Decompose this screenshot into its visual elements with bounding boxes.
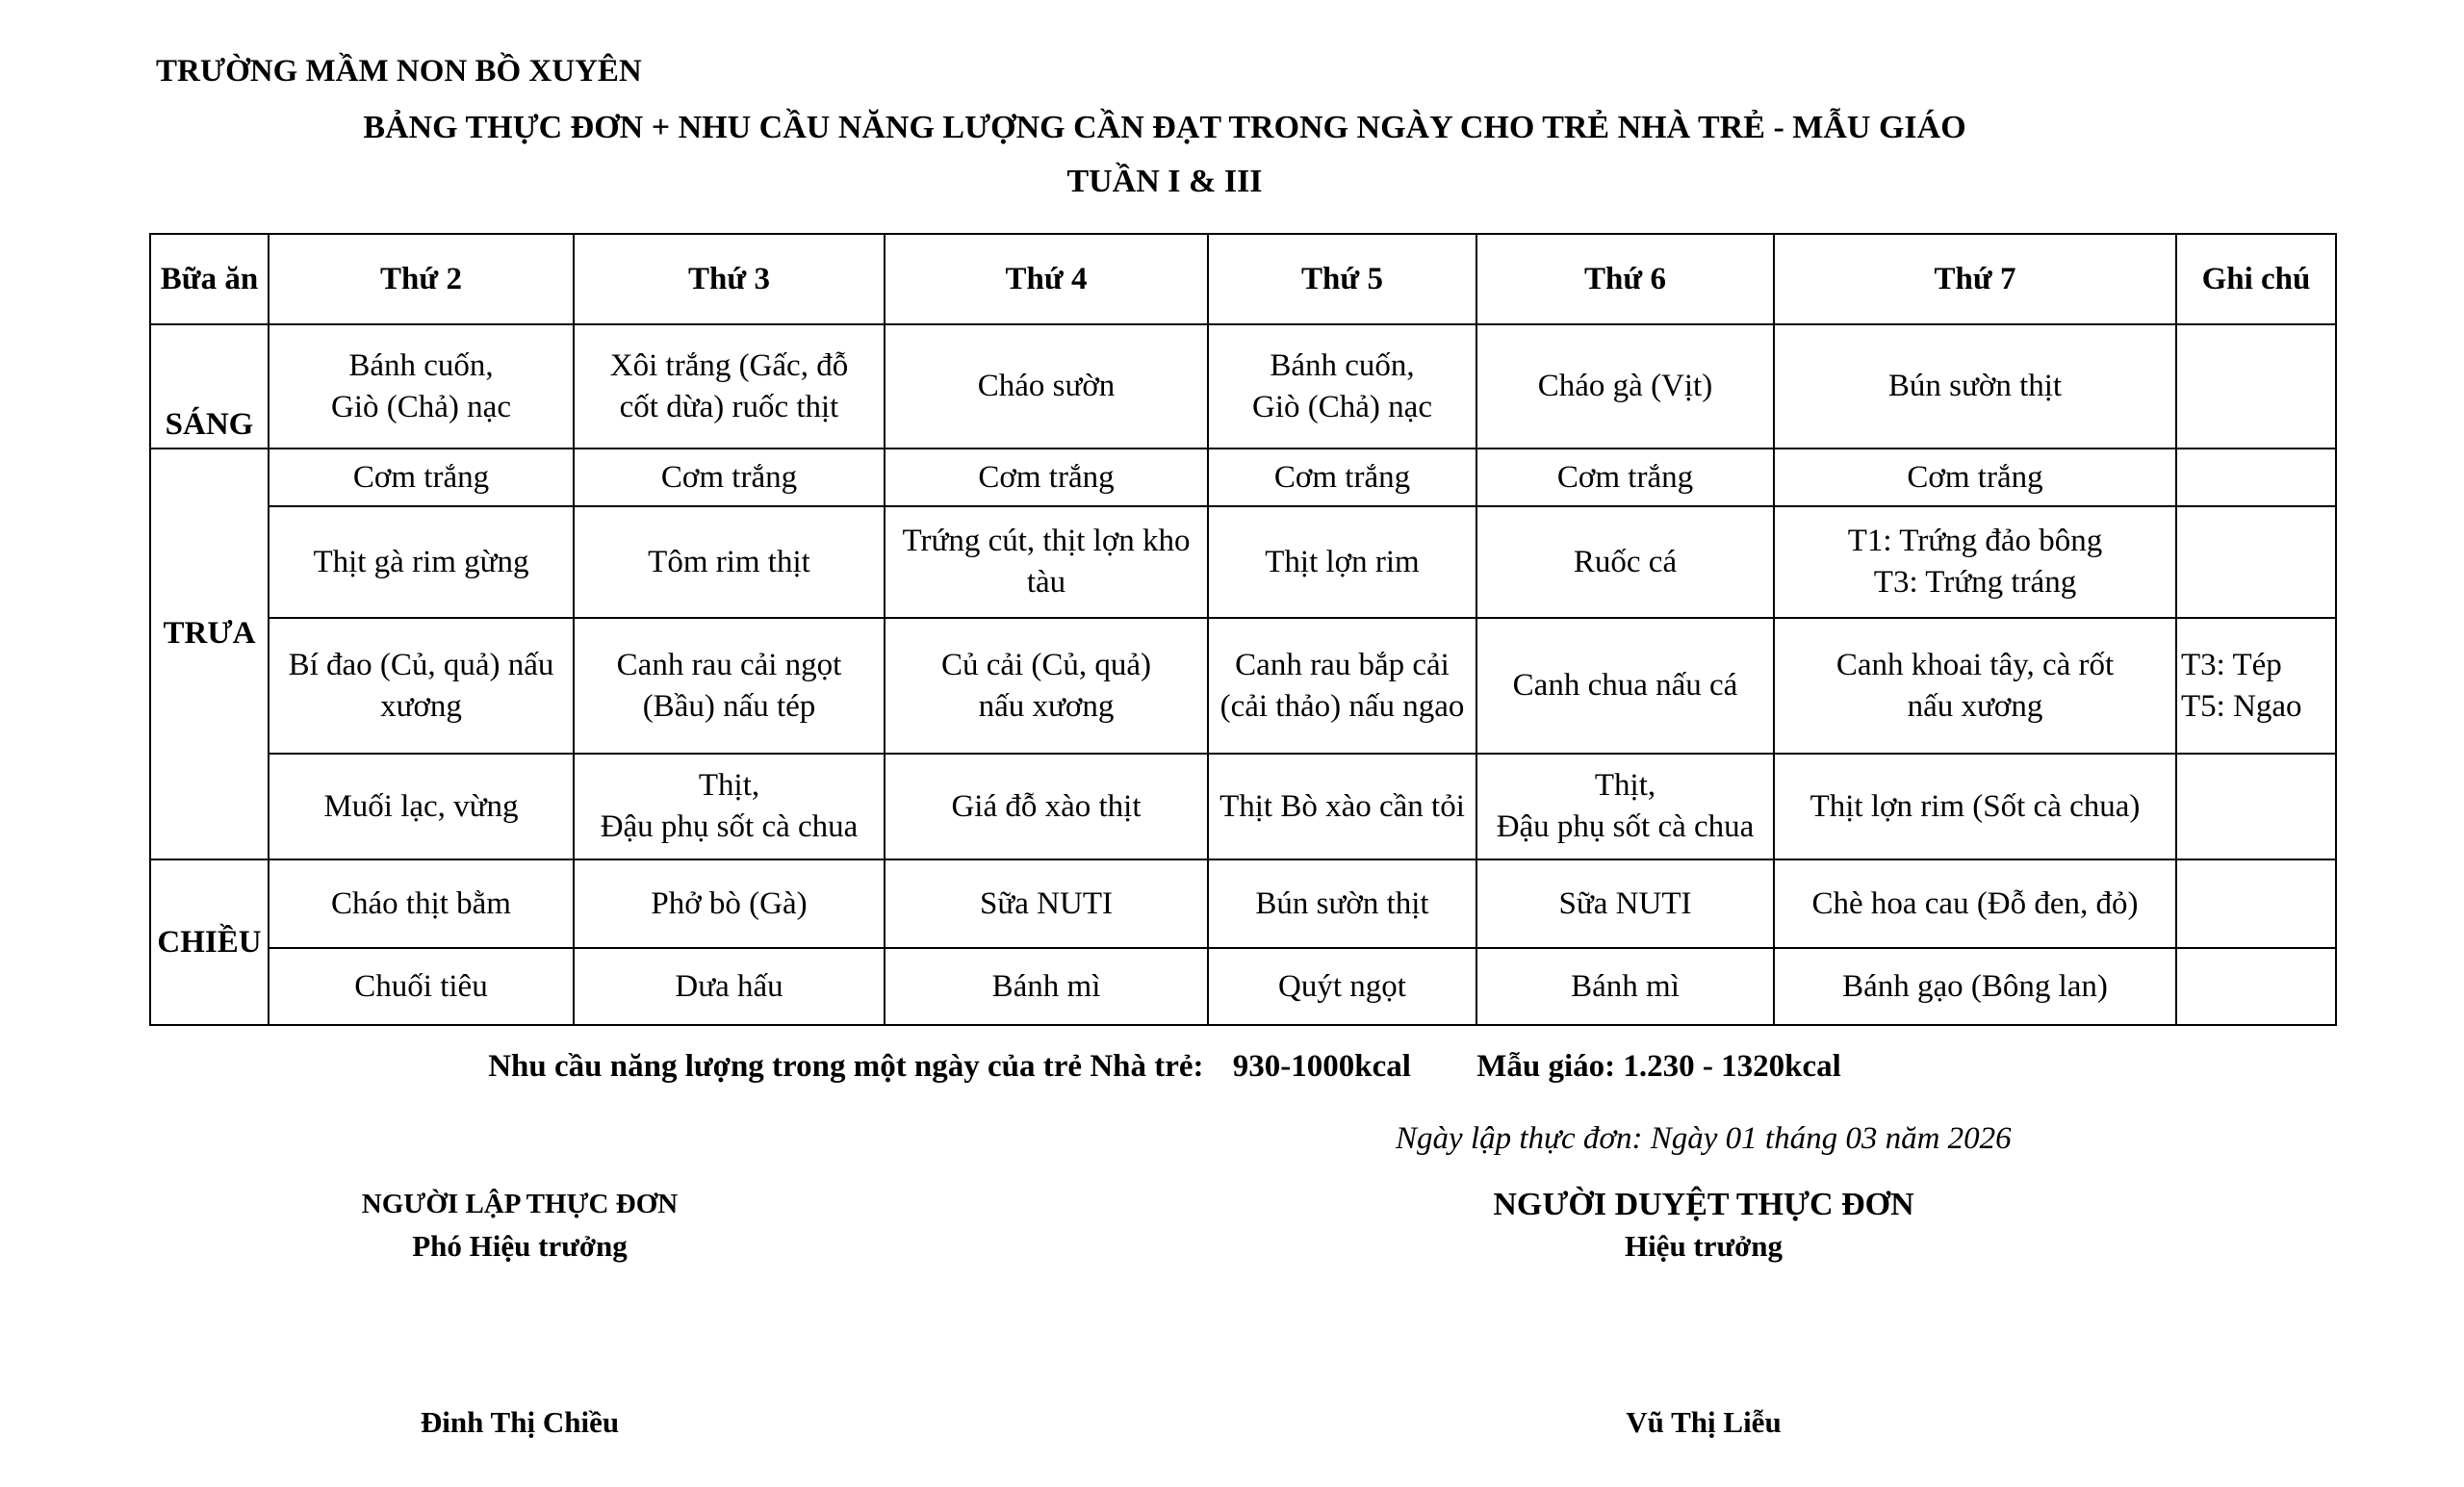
meal-label-sang: SÁNG: [150, 324, 269, 449]
school-name: TRƯỜNG MẦM NON BỒ XUYÊN: [156, 54, 642, 89]
menu-cell-day-2: Cơm trắng: [269, 449, 574, 506]
header-day-7: Thứ 7: [1774, 234, 2176, 324]
header-note: Ghi chú: [2176, 234, 2336, 324]
header-day-2: Thứ 2: [269, 234, 574, 324]
menu-cell-day-6: Canh chua nấu cá: [1476, 618, 1774, 754]
menu-cell-day-6: Cháo gà (Vịt): [1476, 324, 1774, 449]
week-label: TUẦN I & III: [1066, 164, 1263, 199]
menu-cell-day-7: Bánh gạo (Bông lan): [1774, 948, 2176, 1025]
menu-cell-day-5: Canh rau bắp cải (cải thảo) nấu ngao: [1208, 618, 1476, 754]
menu-cell-day-6: Thịt, Đậu phụ sốt cà chua: [1476, 754, 1774, 859]
menu-cell-day-5: Cơm trắng: [1208, 449, 1476, 506]
menu-cell-day-5: Quýt ngọt: [1208, 948, 1476, 1025]
menu-cell-day-2: Chuối tiêu: [269, 948, 574, 1025]
menu-cell-day-4: Trứng cút, thịt lợn kho tàu: [885, 506, 1208, 618]
energy-text: Nhu cầu năng lượng trong một ngày của trẻ Nhà trẻ:: [488, 1049, 1204, 1084]
header-row: [150, 234, 2336, 324]
menu-cell-day-3: Tôm rim thịt: [574, 506, 885, 618]
menu-cell-day-7: Cơm trắng: [1774, 449, 2176, 506]
menu-cell-day-7: Chè hoa cau (Đỗ đen, đỏ): [1774, 859, 2176, 948]
menu-cell-day-3: Dưa hấu: [574, 948, 885, 1025]
menu-cell-day-3: Thịt, Đậu phụ sốt cà chua: [574, 754, 885, 859]
table-row: [150, 948, 2336, 1025]
approver-position: Hiệu trưởng: [1624, 1229, 1784, 1263]
menu-cell-day-6: Sữa NUTI: [1476, 859, 1774, 948]
menu-cell-day-4: Giá đỗ xào thịt: [885, 754, 1208, 859]
preparer-role: NGƯỜI LẬP THỰC ĐƠN: [361, 1189, 679, 1219]
table-row: [150, 449, 2336, 506]
menu-cell-day-5: Bánh cuốn, Giò (Chả) nạc: [1208, 324, 1476, 449]
menu-cell-day-4: Bánh mì: [885, 948, 1208, 1025]
menu-cell-note: [2176, 324, 2336, 449]
header-day-3: Thứ 3: [574, 234, 885, 324]
menu-cell-note: [2176, 754, 2336, 859]
table-row: [150, 859, 2336, 948]
meal-label-trua: TRƯA: [150, 449, 269, 859]
menu-cell-day-6: Cơm trắng: [1476, 449, 1774, 506]
menu-cell-day-5: Bún sườn thịt: [1208, 859, 1476, 948]
menu-cell-day-4: Sữa NUTI: [885, 859, 1208, 948]
document-title: BẢNG THỰC ĐƠN + NHU CẦU NĂNG LƯỢNG CẦN ĐẠT TRONG NGÀY CHO TRẺ NHÀ TRẺ - MẪU GIÁO: [363, 110, 1966, 145]
preparer-name: Đinh Thị Chiều: [420, 1405, 620, 1439]
menu-cell-day-3: Xôi trắng (Gấc, đỗ cốt dừa) ruốc thịt: [574, 324, 885, 449]
menu-cell-day-2: Muối lạc, vừng: [269, 754, 574, 859]
menu-cell-note: [2176, 948, 2336, 1025]
menu-cell-note: [2176, 449, 2336, 506]
menu-cell-day-5: Thịt lợn rim: [1208, 506, 1476, 618]
menu-cell-day-4: Cháo sườn: [885, 324, 1208, 449]
header-day-5: Thứ 5: [1208, 234, 1476, 324]
preparer-position: Phó Hiệu trưởng: [412, 1229, 628, 1263]
menu-cell-day-3: Canh rau cải ngọt (Bầu) nấu tép: [574, 618, 885, 754]
menu-cell-day-2: Thịt gà rim gừng: [269, 506, 574, 618]
menu-cell-note: T3: Tép T5: Ngao: [2176, 618, 2336, 754]
menu-cell-day-2: Bí đao (Củ, quả) nấu xương: [269, 618, 574, 754]
meal-label-chieu: CHIỀU: [150, 859, 269, 1025]
menu-cell-note: [2176, 506, 2336, 618]
menu-cell-day-5: Thịt Bò xào cần tỏi: [1208, 754, 1476, 859]
energy-requirement: [0, 1049, 2329, 1085]
header-day-4: Thứ 4: [885, 234, 1208, 324]
table-row: [150, 324, 2336, 449]
menu-cell-day-6: Bánh mì: [1476, 948, 1774, 1025]
header-meal: Bữa ăn: [150, 234, 269, 324]
menu-cell-day-4: Củ cải (Củ, quả) nấu xương: [885, 618, 1208, 754]
menu-cell-day-6: Ruốc cá: [1476, 506, 1774, 618]
menu-cell-day-7: Bún sườn thịt: [1774, 324, 2176, 449]
menu-cell-day-7: T1: Trứng đảo bông T3: Trứng tráng: [1774, 506, 2176, 618]
approver-name: Vũ Thị Liễu: [1626, 1405, 1782, 1439]
menu-table: [149, 233, 2337, 1026]
menu-cell-day-4: Cơm trắng: [885, 449, 1208, 506]
menu-cell-day-7: Canh khoai tây, cà rốt nấu xương: [1774, 618, 2176, 754]
menu-cell-day-7: Thịt lợn rim (Sốt cà chua): [1774, 754, 2176, 859]
header-day-6: Thứ 6: [1476, 234, 1774, 324]
menu-cell-day-3: Cơm trắng: [574, 449, 885, 506]
menu-cell-note: [2176, 859, 2336, 948]
menu-date: Ngày lập thực đơn: Ngày 01 tháng 03 năm 2026: [1396, 1121, 2012, 1156]
energy-nha-tre: 930-1000kcal: [1232, 1049, 1411, 1084]
table-row: [150, 506, 2336, 618]
table-row: [150, 618, 2336, 754]
menu-cell-day-2: Cháo thịt bằm: [269, 859, 574, 948]
menu-cell-day-3: Phở bò (Gà): [574, 859, 885, 948]
table-row: [150, 754, 2336, 859]
approver-role: NGƯỜI DUYỆT THỰC ĐƠN: [1493, 1187, 1914, 1222]
energy-mau-giao: Mẫu giáo: 1.230 - 1320kcal: [1476, 1049, 1841, 1084]
menu-cell-day-2: Bánh cuốn, Giò (Chả) nạc: [269, 324, 574, 449]
